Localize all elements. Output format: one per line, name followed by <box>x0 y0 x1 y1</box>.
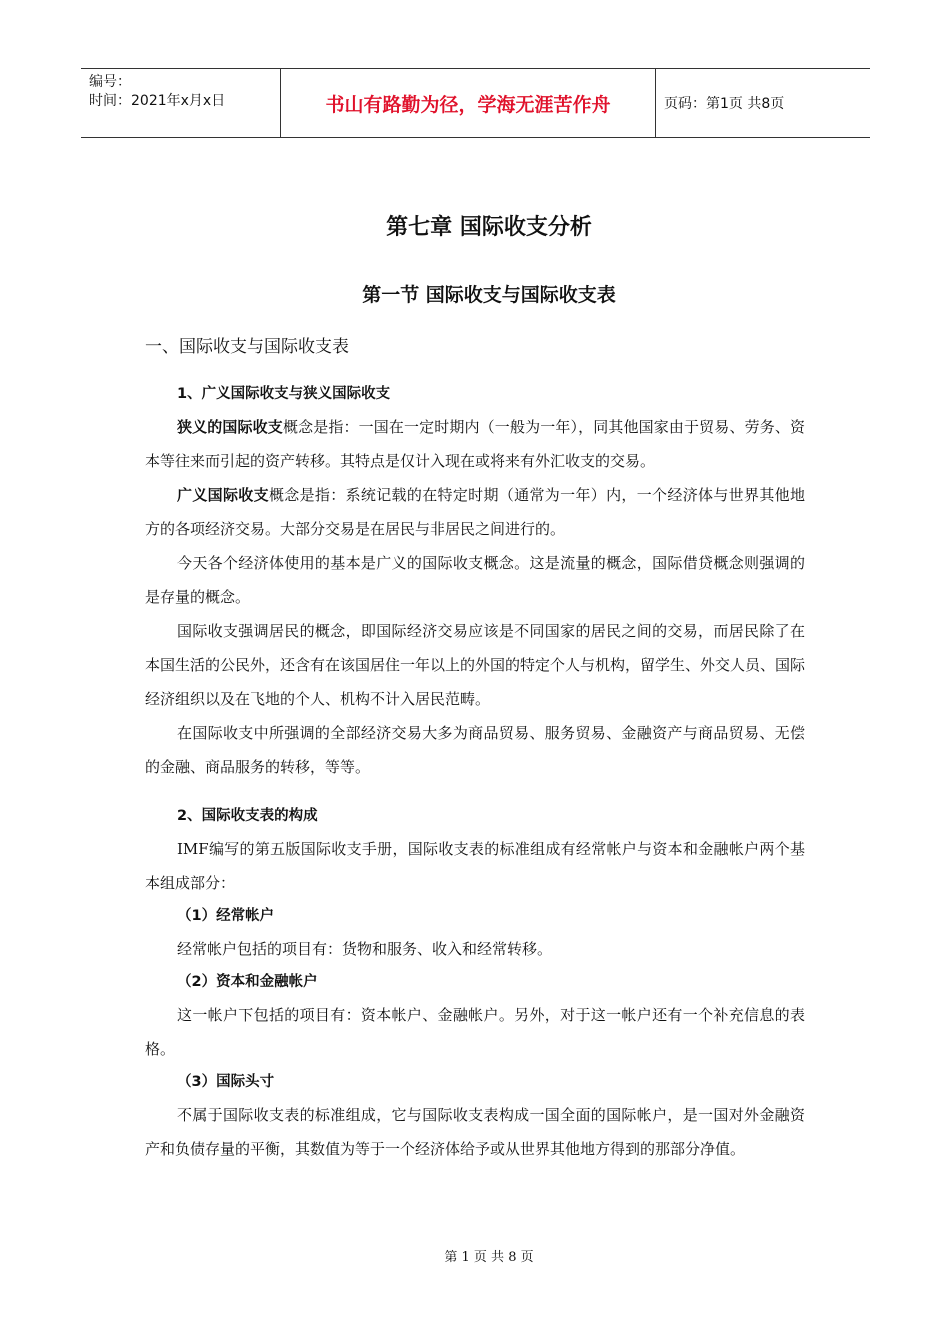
keyword-broad: 广义国际收支 <box>177 486 269 504</box>
page-header <box>81 68 870 138</box>
paragraph-broad-definition: 广义国际收支概念是指：系统记载的在特定时期（通常为一年）内，一个经济体与世界其他地方的各项经济交易。大部分交易是在居民与非居民之间进行的。 <box>145 486 805 538</box>
subheading-broad-narrow: 1、广义国际收支与狭义国际收支 <box>177 386 391 402</box>
paragraph-flow-stock: 今天各个经济体使用的基本是广义的国际收支概念。这是流量的概念，国际借贷概念则强调的是存量的概念。 <box>145 554 805 606</box>
heading-level-1: 一、国际收支与国际收支表 <box>145 337 349 357</box>
header-page-info: 页码：第1页 共8页 <box>664 96 785 112</box>
paragraph-transactions: 在国际收支中所强调的全部经济交易大多为商品贸易、服务贸易、金融资产与商品贸易、无偿的金融、商品服务的转移，等等。 <box>145 724 805 776</box>
section-title: 第一节 国际收支与国际收支表 <box>362 284 616 306</box>
header-meta <box>81 69 281 137</box>
number-label: 编号： <box>89 74 131 90</box>
chapter-title: 第七章 国际收支分析 <box>386 215 592 240</box>
subheading-international-position: （3）国际头寸 <box>177 1074 275 1090</box>
subheading-current-account: （1）经常帐户 <box>177 908 275 924</box>
paragraph-narrow-definition: 狭义的国际收支概念是指：一国在一定时期内（一般为一年），同其他国家由于贸易、劳务、资本等往来而引起的资产转移。其特点是仅计入现在或将来有外汇收支的交易。 <box>145 418 805 470</box>
page-footer: 第 1 页 共 8 页 <box>444 1250 534 1265</box>
header-motto: 书山有路勤为径，学海无涯苦作舟 <box>281 69 656 137</box>
keyword-narrow: 狭义的国际收支 <box>177 418 283 436</box>
paragraph-current-account: 经常帐户包括的项目有：货物和服务、收入和经常转移。 <box>177 940 553 958</box>
subheading-composition: 2、国际收支表的构成 <box>177 808 318 824</box>
time-label: 时间：2021年x月x日 <box>89 93 226 109</box>
paragraph-imf-manual: IMF编写的第五版国际收支手册，国际收支表的标准组成有经常帐户与资本和金融帐户两个基本组成部分： <box>145 840 805 892</box>
subheading-capital-financial: （2）资本和金融帐户 <box>177 974 318 990</box>
paragraph-international-position: 不属于国际收支表的标准组成，它与国际收支表构成一国全面的国际帐户，是一国对外金融资产和负债存量的平衡，其数值为等于一个经济体给予或从世界其他地方得到的那部分净值。 <box>145 1106 805 1158</box>
body-content <box>145 378 805 1166</box>
paragraph-capital-financial: 这一帐户下包括的项目有：资本帐户、金融帐户。另外，对于这一帐户还有一个补充信息的表格。 <box>145 1006 805 1058</box>
paragraph-residents: 国际收支强调居民的概念，即国际经济交易应该是不同国家的居民之间的交易，而居民除了在本国生活的公民外，还含有在该国居住一年以上的外国的特定个人与机构，留学生、外交人员、国际经济组织以及在飞地的个人、机构不计入居民范畴。 <box>145 622 806 708</box>
